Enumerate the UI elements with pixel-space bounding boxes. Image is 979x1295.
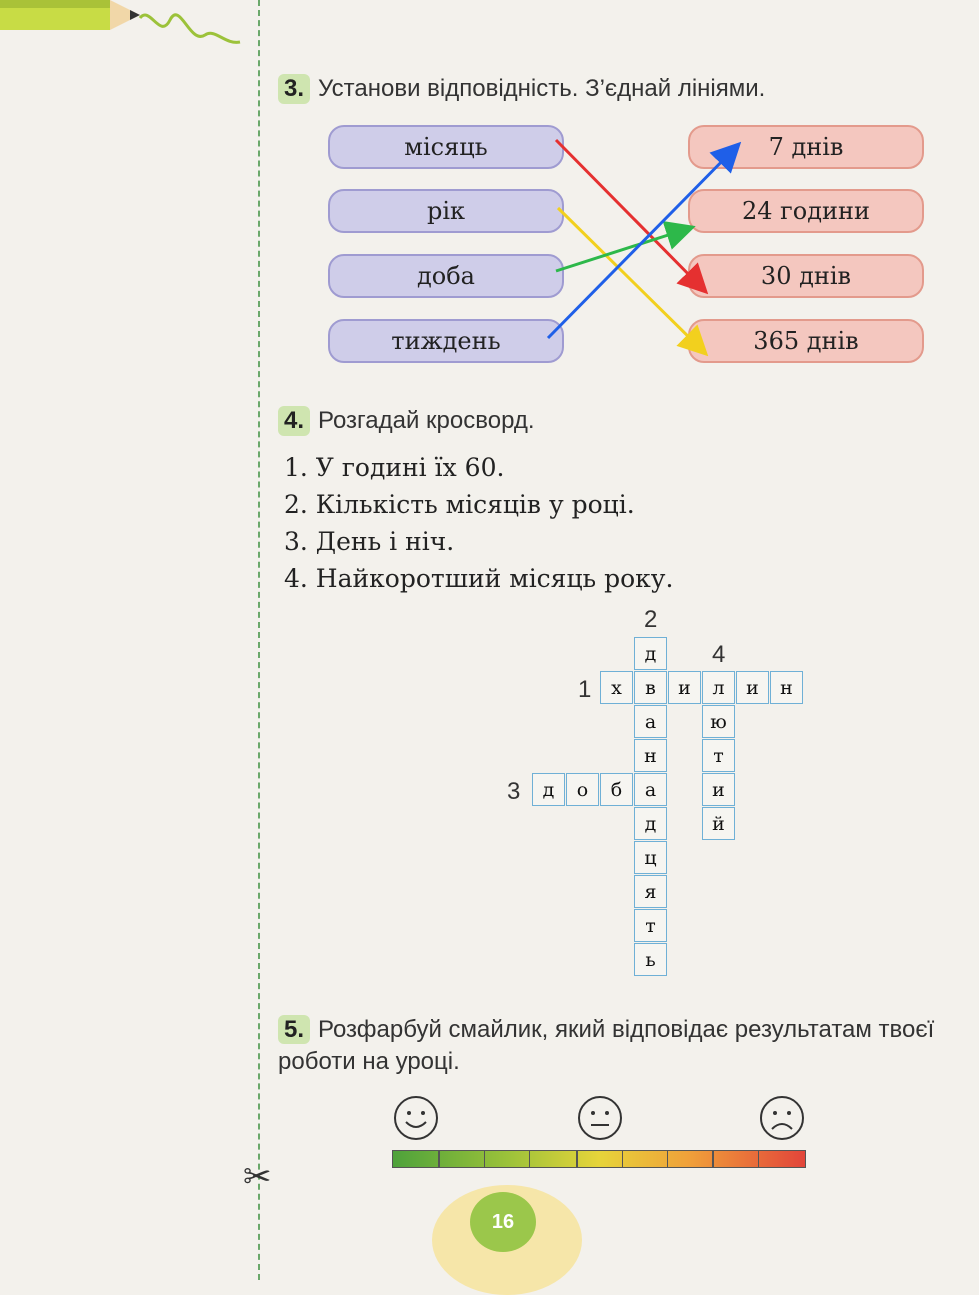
crossword-cell[interactable]: т: [702, 739, 735, 772]
crossword-cell[interactable]: а: [634, 773, 667, 806]
connection-line-green: [556, 228, 690, 271]
crossword-cell[interactable]: ц: [634, 841, 667, 874]
sad-face-icon[interactable]: [758, 1094, 806, 1142]
scale-tick: [667, 1151, 669, 1167]
crossword-number: 1: [578, 676, 592, 703]
crossword-number: 3: [507, 778, 521, 805]
scale-tick: [712, 1151, 714, 1167]
match-right-item[interactable]: 30 днів: [688, 254, 924, 298]
task5-heading: [278, 1014, 938, 1078]
crossword-clue: 3. День і ніч.: [284, 527, 455, 556]
task3-number: 3.: [278, 74, 310, 104]
crossword-cell[interactable]: а: [634, 705, 667, 738]
match-connections: [0, 0, 979, 420]
crossword-cell[interactable]: д: [634, 637, 667, 670]
neutral-face-icon[interactable]: [576, 1094, 624, 1142]
match-right-item[interactable]: 7 днів: [688, 125, 924, 169]
crossword-cell[interactable]: б: [600, 773, 633, 806]
match-left-item[interactable]: тиждень: [328, 319, 564, 363]
crossword-cell[interactable]: й: [702, 807, 735, 840]
crossword-cell[interactable]: ь: [634, 943, 667, 976]
crossword-cell[interactable]: н: [634, 739, 667, 772]
task3-title: Установи відповідність. З’єднай лініями.: [318, 75, 766, 102]
page-number: 16: [470, 1192, 536, 1252]
match-left-item[interactable]: рік: [328, 189, 564, 233]
task4-heading: [278, 406, 535, 436]
connection-line-red: [556, 140, 704, 290]
match-right-item[interactable]: 365 днів: [688, 319, 924, 363]
scale-tick: [438, 1151, 440, 1167]
scale-tick: [529, 1151, 531, 1167]
mood-scale: [392, 1150, 806, 1168]
crossword-cell[interactable]: х: [600, 671, 633, 704]
crossword-cell[interactable]: и: [668, 671, 701, 704]
crossword-cell[interactable]: о: [566, 773, 599, 806]
task5-title: Розфарбуй смайлик, який відповідає результатам твоєї роботи на уроці.: [278, 1016, 935, 1075]
crossword-cell[interactable]: и: [736, 671, 769, 704]
match-left-item[interactable]: доба: [328, 254, 564, 298]
crossword-clue: 1. У годині їх 60.: [284, 453, 505, 482]
task5-number: 5.: [278, 1015, 310, 1044]
match-right-item[interactable]: 24 години: [688, 189, 924, 233]
crossword-cell[interactable]: д: [634, 807, 667, 840]
scissors-icon: ✂: [243, 1157, 272, 1197]
match-left-item[interactable]: місяць: [328, 125, 564, 169]
crossword-clue: 4. Найкоротший місяць року.: [284, 564, 674, 593]
scale-tick: [622, 1151, 624, 1167]
connection-line-blue: [548, 146, 737, 338]
crossword-cell[interactable]: и: [702, 773, 735, 806]
happy-face-icon[interactable]: [392, 1094, 440, 1142]
crossword-number: 4: [712, 641, 726, 668]
task4-number: 4.: [278, 406, 310, 436]
crossword-cell[interactable]: н: [770, 671, 803, 704]
crossword-cell[interactable]: в: [634, 671, 667, 704]
crossword-cell[interactable]: ю: [702, 705, 735, 738]
crossword-cell[interactable]: д: [532, 773, 565, 806]
scale-tick: [758, 1151, 760, 1167]
crossword-number: 2: [644, 606, 658, 633]
scale-tick: [576, 1151, 578, 1167]
task4-title: Розгадай кросворд.: [318, 407, 535, 434]
crossword-cell[interactable]: л: [702, 671, 735, 704]
crossword-cell[interactable]: я: [634, 875, 667, 908]
scale-tick: [484, 1151, 486, 1167]
crossword-cell[interactable]: т: [634, 909, 667, 942]
crossword-clue: 2. Кількість місяців у році.: [284, 490, 635, 519]
